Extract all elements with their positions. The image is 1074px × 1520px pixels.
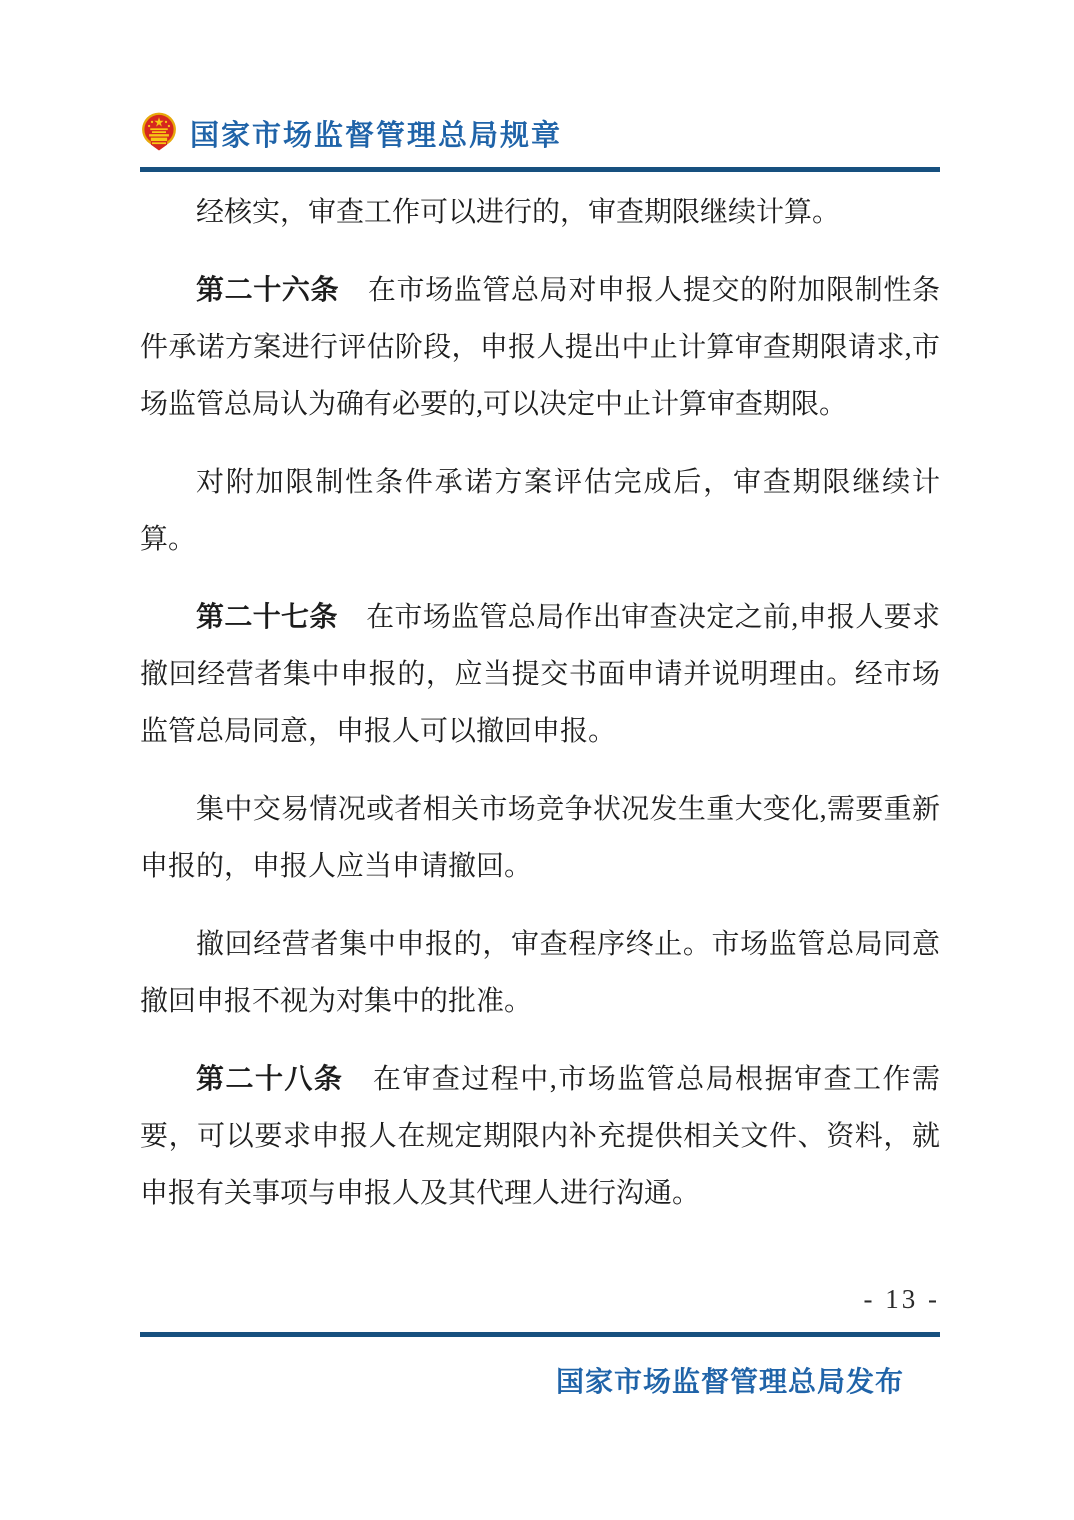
page-header-title: 国家市场监督管理总局规章 <box>190 119 563 152</box>
paragraph-text: 在市场监管总局对申报人提交的附加限制性条件承诺方案进行评估阶段，申报人提出中止计算审查期限请求,市场监管总局认为确有必要的,可以决定中止计算审查期限。 <box>140 275 940 420</box>
paragraph-text: 对附加限制性条件承诺方案评估完成后，审查期限继续计算。 <box>140 467 940 555</box>
footer-rule <box>140 1332 940 1337</box>
article-number: 第二十七条 <box>196 601 338 632</box>
article-number: 第二十八条 <box>196 1063 344 1094</box>
paragraph <box>140 183 940 241</box>
page-header <box>140 112 940 154</box>
paragraph <box>140 915 940 1030</box>
national-emblem-icon <box>140 112 178 154</box>
header-rule <box>140 167 940 172</box>
paragraph-text: 在市场监管总局作出审查决定之前,申报人要求撤回经营者集中申报的，应当提交书面申请并说明理由。经市场监管总局同意，申报人可以撤回申报。 <box>140 602 940 747</box>
paragraph <box>140 453 940 568</box>
paragraph-text: 经核实，审查工作可以进行的，审查期限继续计算。 <box>196 197 841 228</box>
paragraph <box>140 1050 940 1222</box>
paragraph-text: 撤回经营者集中申报的，审查程序终止。市场监管总局同意撤回申报不视为对集中的批准。 <box>140 929 940 1017</box>
paragraph <box>140 588 940 760</box>
paragraph <box>140 261 940 433</box>
article-number: 第二十六条 <box>196 274 340 305</box>
paragraph-text: 集中交易情况或者相关市场竞争状况发生重大变化,需要重新申报的，申报人应当申请撤回。 <box>140 794 940 882</box>
paragraph <box>140 780 940 895</box>
document-body <box>140 183 940 1222</box>
footer-publisher: 国家市场监督管理总局发布 <box>555 1366 904 1397</box>
page-number: - 13 - <box>863 1284 940 1314</box>
paragraph-text: 在审查过程中,市场监管总局根据审查工作需要，可以要求申报人在规定期限内补充提供相关文件、资料，就申报有关事项与申报人及其代理人进行沟通。 <box>140 1064 940 1209</box>
